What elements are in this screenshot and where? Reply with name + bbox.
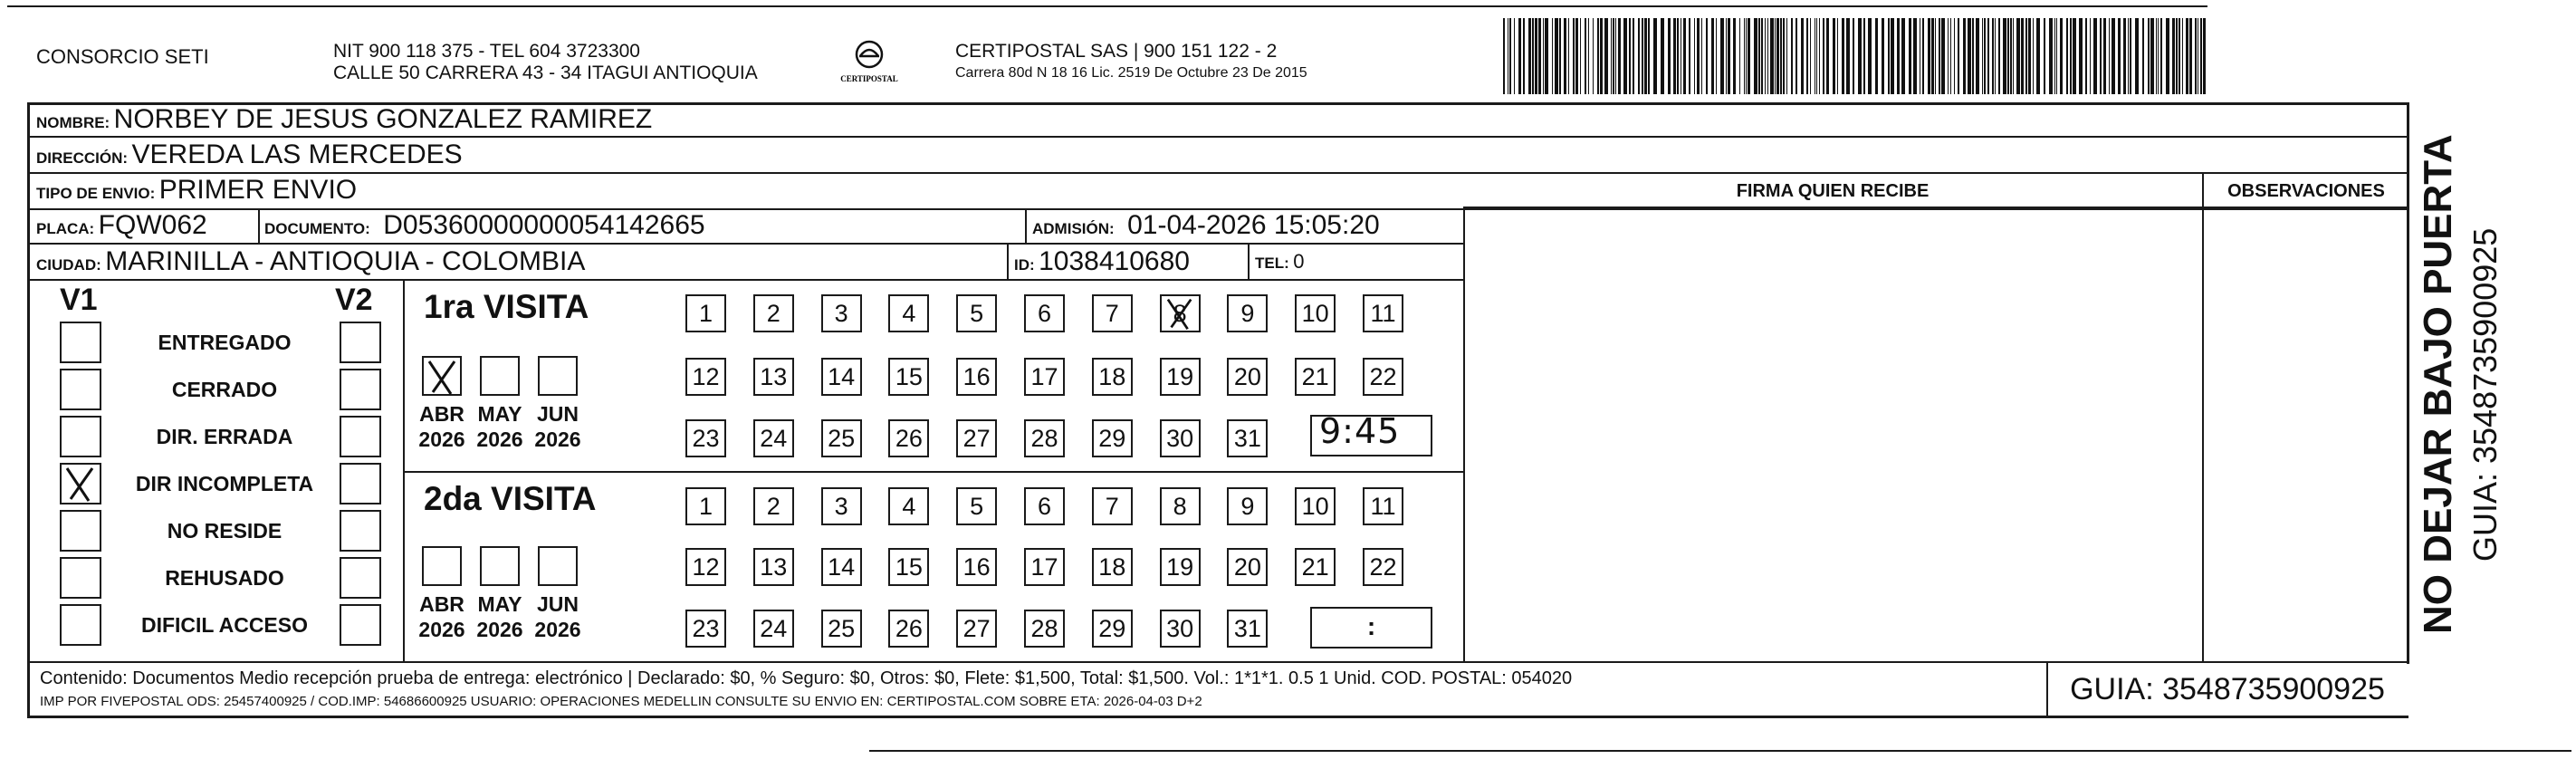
v1-checkbox[interactable] (60, 557, 101, 599)
admision-value: 01-04-2026 15:05:20 (1127, 210, 1380, 240)
day-box[interactable]: 21 (1295, 548, 1336, 586)
day-box[interactable]: 16 (956, 358, 997, 396)
day-box[interactable]: 11 (1363, 294, 1403, 332)
month-label: JUN (536, 402, 579, 426)
grid-line (1463, 207, 2408, 208)
tel-value: 0 (1293, 250, 1305, 273)
direccion-value: VEREDA LAS MERCEDES (131, 139, 463, 169)
day-box[interactable]: 1 (685, 294, 726, 332)
year-label: 2026 (534, 618, 581, 641)
tipo-label: TIPO DE ENVIO: (36, 185, 156, 202)
v1-checkbox[interactable] (60, 510, 101, 552)
v2-checkbox[interactable] (340, 557, 381, 599)
day-box[interactable]: 27 (956, 419, 997, 457)
day-box[interactable]: 29 (1092, 419, 1133, 457)
tel-row (1255, 245, 1304, 281)
day-box[interactable]: 5 (956, 487, 997, 525)
grid-line (27, 102, 30, 718)
day-box[interactable]: 10 (1295, 487, 1336, 525)
day-box[interactable]: 25 (821, 610, 862, 648)
company-name: CONSORCIO SETI (36, 45, 209, 68)
footer-imp: IMP POR FIVEPOSTAL ODS: 25457400925 / COD.IMP: 54686600925 USUARIO: OPERACIONES MEDELLIN CONSULTE SU ENVIO EN: CERTIPOSTAL.COM SOBRE ETA: 2026-04-03 D+2 (40, 694, 1202, 709)
month-label: MAY (477, 402, 522, 426)
nombre-label: NOMBRE: (36, 114, 110, 131)
tipo-value: PRIMER ENVIO (158, 175, 358, 205)
year-label: 2026 (476, 618, 523, 641)
x-mark-icon (1162, 296, 1199, 331)
month-label: ABR (419, 402, 464, 426)
v2-checkbox[interactable] (340, 322, 381, 363)
placa-row (36, 209, 207, 246)
grid-line (403, 279, 405, 661)
day-box[interactable]: 7 (1092, 294, 1133, 332)
day-box[interactable]: 23 (685, 419, 726, 457)
logo-icon (838, 36, 901, 91)
bottom-border (869, 750, 2571, 752)
day-box[interactable]: 23 (685, 610, 726, 648)
tipo-row (36, 174, 357, 211)
v2-checkbox[interactable] (340, 416, 381, 457)
day-box[interactable]: 8 (1160, 294, 1201, 332)
day-box[interactable]: 2 (753, 294, 794, 332)
month-label: JUN (536, 592, 579, 616)
year-label: 2026 (418, 428, 465, 451)
day-box[interactable]: 14 (821, 358, 862, 396)
day-box[interactable]: 17 (1024, 548, 1065, 586)
v1-header: V1 (60, 283, 98, 317)
v2-checkbox[interactable] (340, 604, 381, 646)
day-box[interactable]: 12 (685, 548, 726, 586)
day-box[interactable]: 20 (1227, 548, 1268, 586)
first-visit-title: 1ra VISITA (424, 288, 589, 325)
day-box[interactable]: 3 (821, 294, 862, 332)
second-visit-title: 2da VISITA (424, 480, 597, 517)
ciudad-row (36, 245, 585, 283)
documento-value: D05360000000054142665 (383, 210, 705, 240)
day-box[interactable]: 22 (1363, 548, 1403, 586)
nombre-value: NORBEY DE JESUS GONZALEZ RAMIREZ (113, 104, 653, 134)
status-label: NO RESIDE (167, 519, 282, 543)
v2-checkbox[interactable] (340, 463, 381, 504)
day-box[interactable]: 16 (956, 548, 997, 586)
v2-checkbox[interactable] (340, 510, 381, 552)
day-box[interactable]: 4 (888, 487, 929, 525)
day-box[interactable]: 4 (888, 294, 929, 332)
admision-row (1032, 209, 1380, 246)
first-time-value: 9:45 (1319, 411, 1401, 451)
day-box[interactable]: 31 (1227, 419, 1268, 457)
barcode (1503, 18, 2209, 94)
day-box[interactable]: 31 (1227, 610, 1268, 648)
id-label: ID: (1014, 256, 1035, 274)
month-checkbox[interactable] (538, 356, 578, 396)
observaciones-header: OBSERVACIONES (2227, 181, 2385, 201)
footer-contenido: Contenido: Documentos Medio recepción prueba de entrega: electrónico | Declarado: $0, % Seguro: $0, Otros: $0, Flete: $1,500, Total: $1,500. Vol.: 1*1*1. 0.5 1 Unid. COD. POSTAL: 054020 (40, 668, 1573, 688)
day-box[interactable]: 18 (1092, 548, 1133, 586)
second-time-box[interactable] (1310, 607, 1432, 649)
day-box[interactable]: 19 (1160, 548, 1201, 586)
month-checkbox[interactable] (480, 356, 520, 396)
day-box[interactable]: 3 (821, 487, 862, 525)
day-box[interactable]: 26 (888, 419, 929, 457)
day-box[interactable]: 7 (1092, 487, 1133, 525)
day-box[interactable]: 29 (1092, 610, 1133, 648)
status-label: DIFICIL ACCESO (140, 613, 308, 637)
day-box[interactable]: 17 (1024, 358, 1065, 396)
day-box[interactable]: 30 (1160, 419, 1201, 457)
grid-line (403, 471, 1464, 473)
month-label: ABR (419, 592, 464, 616)
license-line: Carrera 80d N 18 16 Lic. 2519 De Octubre 23 De 2015 (955, 65, 1307, 81)
placa-value: FQW062 (98, 210, 207, 240)
nit-line: NIT 900 118 375 - TEL 604 3723300 (333, 41, 640, 62)
grid-line (27, 716, 2408, 718)
day-box[interactable]: 30 (1160, 610, 1201, 648)
day-box[interactable]: 26 (888, 610, 929, 648)
v1-checkbox[interactable] (60, 604, 101, 646)
status-label: DIR INCOMPLETA (135, 472, 314, 495)
day-box[interactable]: 15 (888, 358, 929, 396)
ciudad-value: MARINILLA - ANTIOQUIA - COLOMBIA (105, 246, 586, 276)
day-box[interactable]: 13 (753, 358, 794, 396)
side-guia: GUIA: 3548735900925 (2466, 227, 2504, 562)
side-warning: NO DEJAR BAJO PUERTA (2416, 134, 2460, 634)
address-line: CALLE 50 CARRERA 43 - 34 ITAGUI ANTIOQUIA (333, 62, 758, 83)
day-box[interactable]: 21 (1295, 358, 1336, 396)
footer-guia: GUIA: 3548735900925 (2070, 672, 2385, 706)
id-row (1014, 245, 1190, 283)
day-box[interactable]: 25 (821, 419, 862, 457)
v1-checkbox[interactable] (60, 463, 101, 504)
v1-checkbox[interactable] (60, 322, 101, 363)
documento-row (264, 209, 705, 246)
first-time-box[interactable] (1310, 411, 1432, 456)
month-label: MAY (477, 592, 522, 616)
x-mark-icon (424, 358, 462, 396)
direccion-row (36, 139, 463, 176)
x-mark-icon (62, 465, 100, 503)
day-box[interactable]: 13 (753, 548, 794, 586)
year-label: 2026 (534, 428, 581, 451)
grid-line (1007, 245, 1009, 279)
direccion-label: DIRECCIÓN: (36, 149, 129, 167)
v2-checkbox[interactable] (340, 369, 381, 410)
tel-label: TEL: (1255, 255, 1289, 272)
year-label: 2026 (476, 428, 523, 451)
certipostal-line: CERTIPOSTAL SAS | 900 151 122 - 2 (955, 41, 1278, 62)
day-box[interactable]: 10 (1295, 294, 1336, 332)
month-checkbox[interactable] (538, 546, 578, 586)
day-box[interactable]: 24 (753, 610, 794, 648)
placa-label: PLACA: (36, 220, 95, 237)
grid-line (258, 208, 260, 243)
day-box[interactable]: 18 (1092, 358, 1133, 396)
day-box[interactable]: 8 (1160, 487, 1201, 525)
firma-header: FIRMA QUIEN RECIBE (1736, 181, 1930, 201)
status-label: CERRADO (171, 378, 278, 401)
day-box[interactable]: 5 (956, 294, 997, 332)
grid-line (1248, 245, 1250, 279)
year-label: 2026 (418, 618, 465, 641)
month-checkbox[interactable] (480, 546, 520, 586)
day-box[interactable]: 9 (1227, 294, 1268, 332)
id-value: 1038410680 (1039, 246, 1190, 276)
top-border (7, 5, 2207, 7)
nombre-row (36, 103, 652, 140)
documento-label: DOCUMENTO: (264, 220, 370, 237)
ciudad-label: CIUDAD: (36, 256, 101, 274)
day-box[interactable]: 11 (1363, 487, 1403, 525)
day-box[interactable]: 1 (685, 487, 726, 525)
day-box[interactable]: 20 (1227, 358, 1268, 396)
day-box[interactable]: 28 (1024, 610, 1065, 648)
v1-checkbox[interactable] (60, 416, 101, 457)
admision-label: ADMISIÓN: (1032, 220, 1115, 237)
grid-line (2202, 172, 2204, 661)
month-checkbox[interactable] (422, 546, 462, 586)
month-checkbox[interactable] (422, 356, 462, 396)
v1-checkbox[interactable] (60, 369, 101, 410)
grid-line (27, 661, 2408, 663)
day-box[interactable]: 6 (1024, 294, 1065, 332)
second-time-value: : (1366, 612, 1376, 640)
day-box[interactable]: 27 (956, 610, 997, 648)
logo-text: CERTIPOSTAL (840, 74, 898, 83)
day-box[interactable]: 9 (1227, 487, 1268, 525)
status-label: DIR. ERRADA (156, 425, 293, 448)
day-box[interactable]: 12 (685, 358, 726, 396)
certipostal-logo (838, 36, 901, 91)
grid-line (1025, 208, 1027, 243)
v2-header: V2 (335, 283, 373, 317)
day-box[interactable]: 15 (888, 548, 929, 586)
status-label: REHUSADO (165, 566, 284, 590)
day-box[interactable]: 22 (1363, 358, 1403, 396)
day-box[interactable]: 14 (821, 548, 862, 586)
status-label: ENTREGADO (158, 331, 292, 354)
day-box[interactable]: 19 (1160, 358, 1201, 396)
grid-line (1463, 208, 1465, 661)
day-box[interactable]: 2 (753, 487, 794, 525)
day-box[interactable]: 6 (1024, 487, 1065, 525)
day-box[interactable]: 28 (1024, 419, 1065, 457)
day-box[interactable]: 24 (753, 419, 794, 457)
